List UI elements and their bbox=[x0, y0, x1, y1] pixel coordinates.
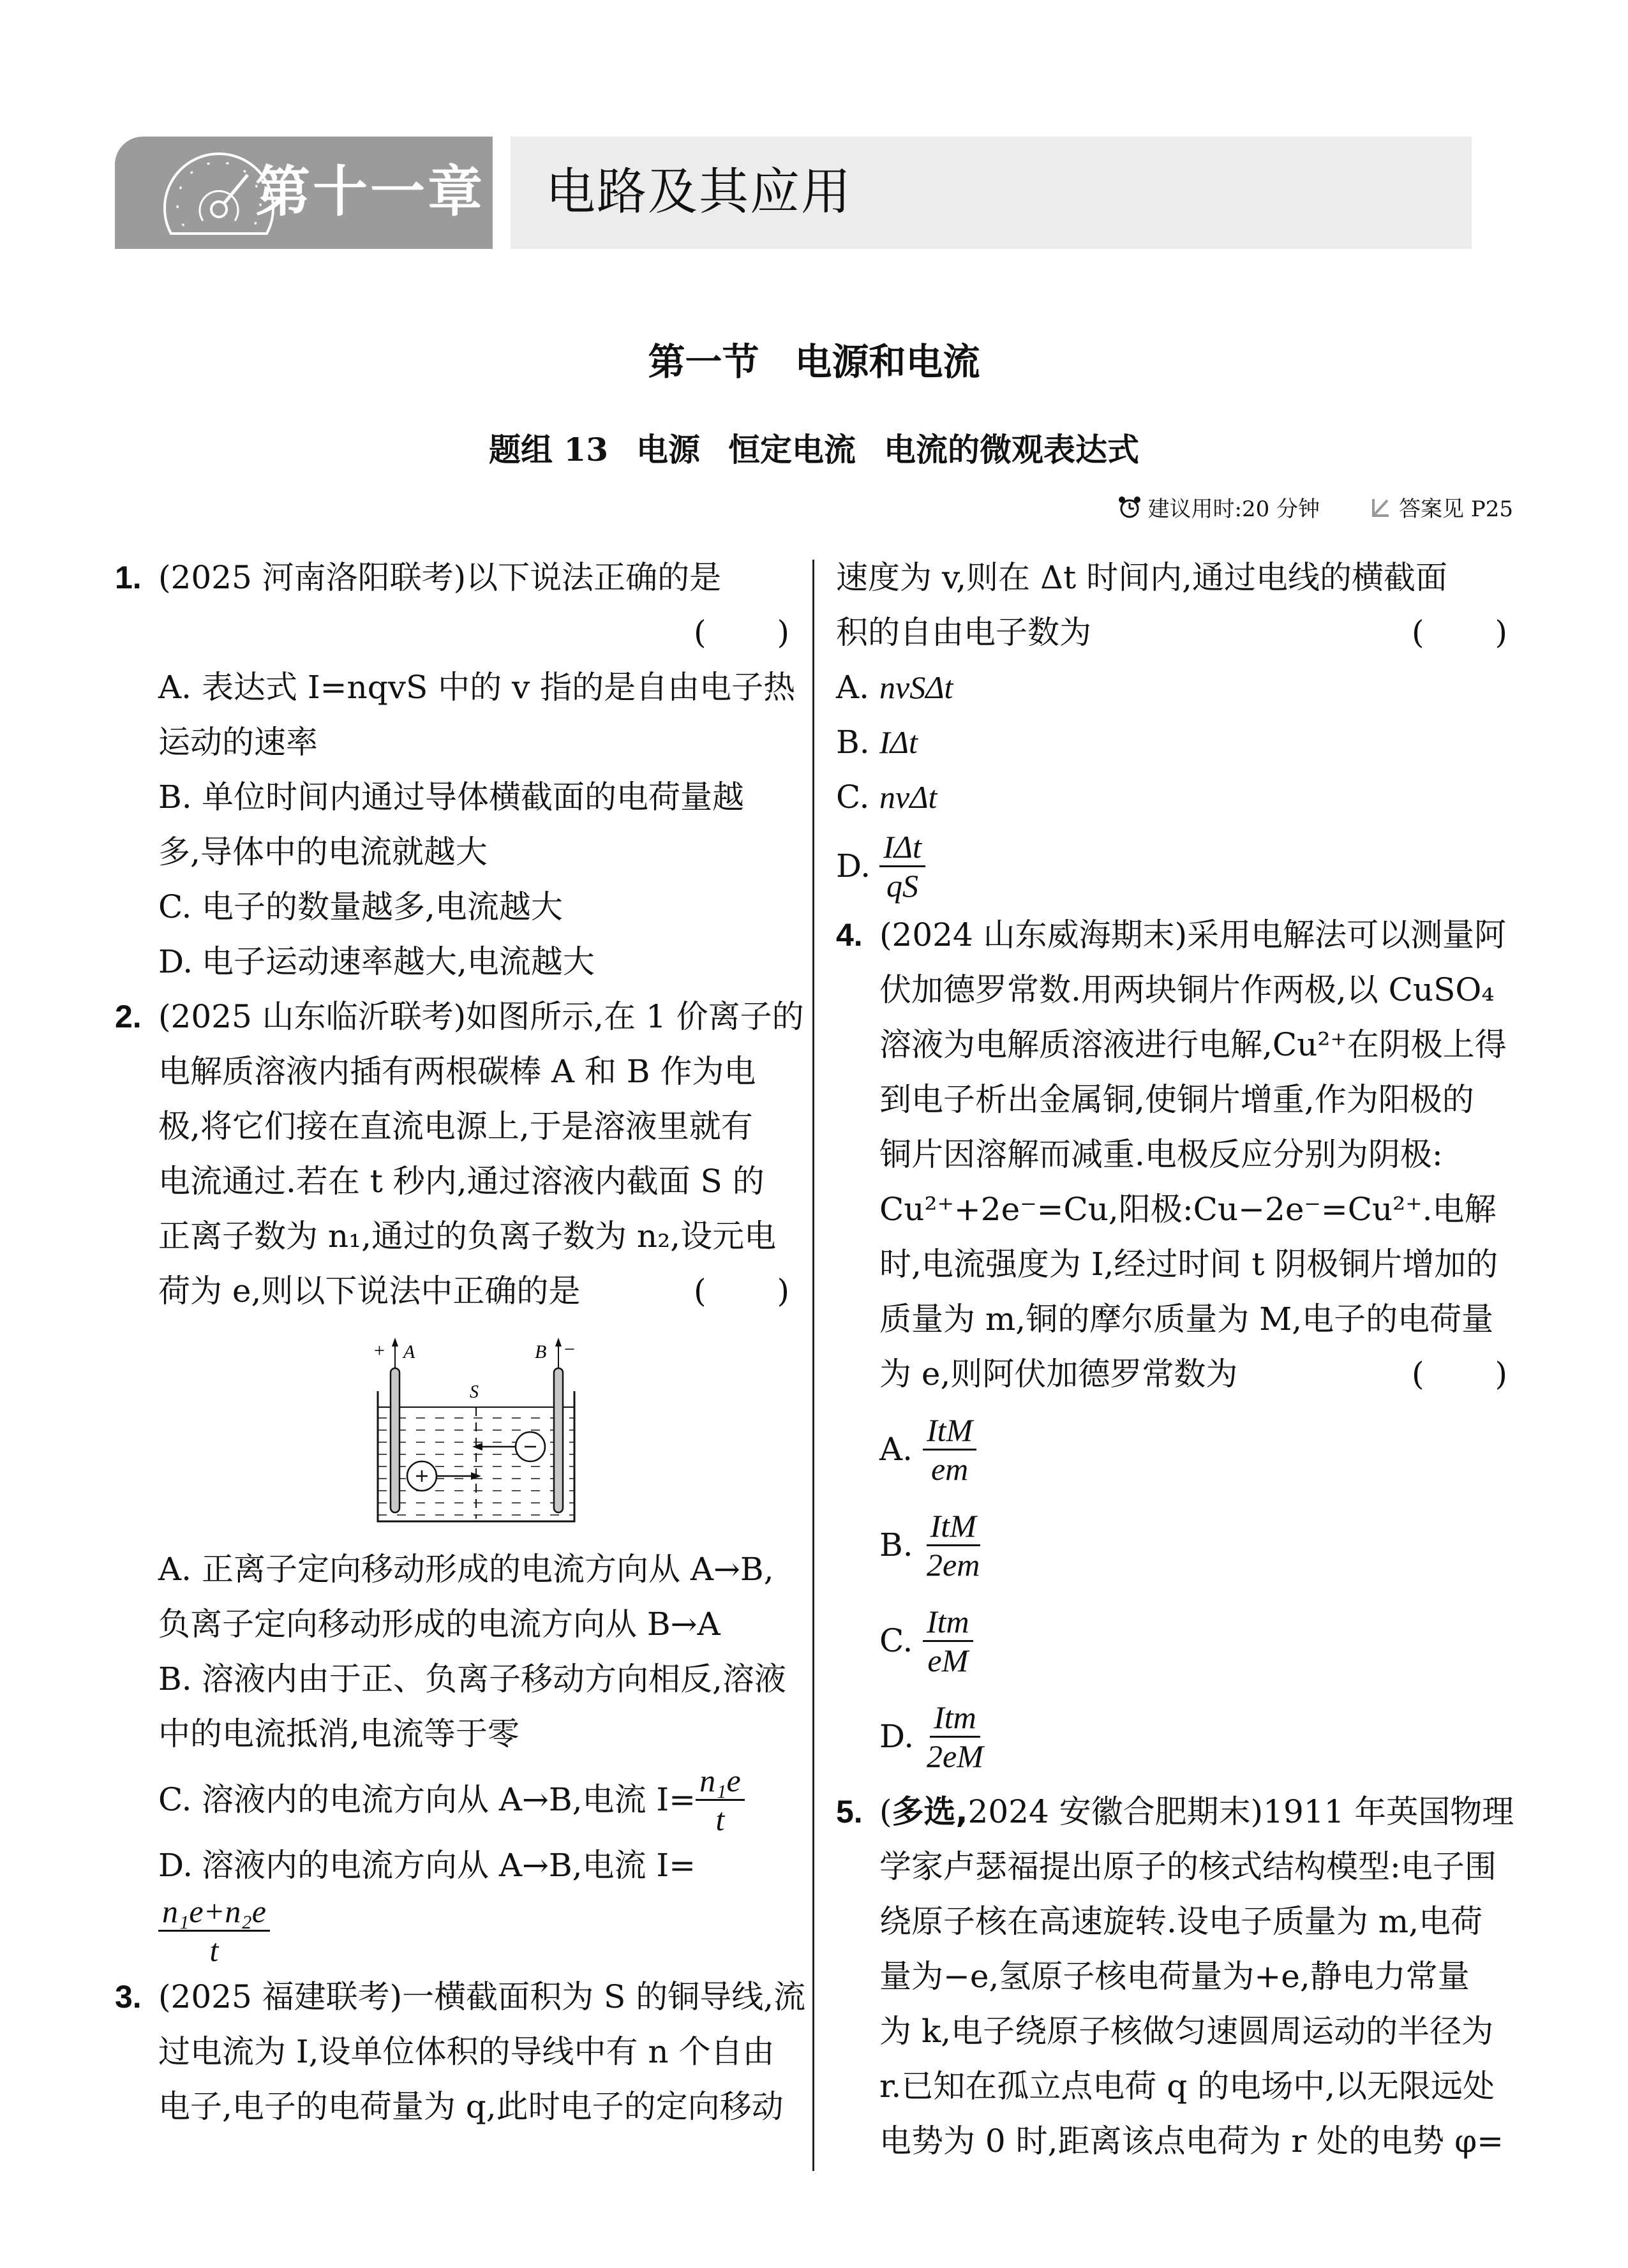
question-stem: 过电流为 I,设单位体积的导线中有 n 个自由 bbox=[158, 2033, 775, 2070]
section-number: 第一节 bbox=[648, 340, 759, 384]
question-3 bbox=[115, 1969, 806, 2134]
label-a: A bbox=[403, 1341, 415, 1362]
fraction-numerator: n₁e+n₂e bbox=[158, 1893, 270, 1932]
label-b: B bbox=[535, 1341, 547, 1362]
column-divider bbox=[812, 560, 814, 2171]
question-stem: (2025 河南洛阳联考)以下说法正确的是 bbox=[158, 559, 722, 596]
fraction bbox=[158, 1893, 270, 1969]
question-stem: 溶液为电解质溶液进行电解,Cu²⁺在阴极上得 bbox=[879, 1026, 1507, 1063]
option-label: A. bbox=[879, 1431, 913, 1468]
option-label: C. bbox=[836, 779, 870, 816]
suggested-time: 建议用时:20 分钟 bbox=[1147, 496, 1320, 522]
question-stem: 铜片因溶解而减重.电极反应分别为阴极: bbox=[879, 1136, 1443, 1173]
paren-open: ( bbox=[879, 1793, 892, 1830]
fraction bbox=[923, 1412, 976, 1488]
fraction-denominator: em bbox=[930, 1451, 969, 1487]
fraction-numerator: ItM bbox=[927, 1507, 980, 1546]
answer-blank[interactable] bbox=[115, 605, 801, 660]
paren-close: ) bbox=[777, 614, 789, 651]
fraction bbox=[923, 1603, 973, 1679]
paren-open: ( bbox=[1412, 1355, 1424, 1392]
option-label: A. bbox=[158, 1551, 192, 1588]
option-text: 正离子定向移动形成的电流方向从 A→B, bbox=[202, 1551, 774, 1588]
option-label: D. bbox=[879, 1718, 915, 1755]
meta-info bbox=[1117, 491, 1513, 523]
option-label: B. bbox=[158, 1660, 192, 1697]
option-text: 表达式 I=nqvS 中的 v 指的是自由电子热 bbox=[202, 669, 796, 706]
fraction-denominator: 2eM bbox=[927, 1738, 983, 1774]
fraction bbox=[923, 1507, 983, 1583]
option-text: 溶液内的电流方向从 A→B,电流 I= bbox=[202, 1847, 696, 1884]
question-stem: 到电子析出金属铜,使铜片增重,作为阳极的 bbox=[879, 1081, 1474, 1118]
paren-open: ( bbox=[1412, 614, 1424, 651]
question-stem: 学家卢瑟福提出原子的核式结构模型:电子围 bbox=[879, 1848, 1497, 1885]
option-c[interactable] bbox=[115, 1761, 801, 1838]
option-b[interactable] bbox=[836, 715, 1519, 770]
option-label: B. bbox=[879, 1526, 913, 1563]
option-text: 溶液内的电流方向从 A→B,电流 I= bbox=[202, 1781, 696, 1818]
question-stem: 电解质溶液内插有两根碳棒 A 和 B 作为电 bbox=[158, 1053, 756, 1090]
answer-blank[interactable] bbox=[1412, 1347, 1507, 1401]
fraction-denominator: qS bbox=[886, 867, 918, 904]
group-label: 题组 13 bbox=[489, 431, 608, 468]
question-number: 2. bbox=[115, 999, 142, 1034]
option-label: C. bbox=[158, 1781, 192, 1818]
option-label: C. bbox=[879, 1622, 913, 1659]
alarm-clock-icon bbox=[1117, 495, 1142, 519]
minus-sign: − bbox=[564, 1339, 575, 1360]
option-c[interactable] bbox=[836, 1593, 1519, 1689]
question-stem: (2024 山东威海期末)采用电解法可以测量阿 bbox=[879, 916, 1507, 953]
option-label: D. bbox=[836, 847, 871, 884]
option-d[interactable] bbox=[836, 1689, 1519, 1784]
option-expression: nvSΔt bbox=[879, 669, 953, 705]
group-topic: 电源 bbox=[636, 431, 700, 468]
question-stem: 绕原子核在高速旋转.设电子质量为 m,电荷 bbox=[879, 1903, 1483, 1940]
question-number: 1. bbox=[115, 560, 142, 595]
question-stem: 电势为 0 时,距离该点电荷为 r 处的电势 φ= bbox=[879, 2123, 1504, 2160]
chapter-title: 电路及其应用 bbox=[546, 163, 853, 221]
question-stem-last bbox=[836, 1347, 1519, 1401]
question-stem: 为 e,则阿伏加德罗常数为 bbox=[879, 1355, 1238, 1392]
question-stem: 量为−e,氢原子核电荷量为+e,静电力常量 bbox=[879, 1958, 1470, 1995]
fraction-numerator: Itm bbox=[930, 1699, 980, 1738]
option-c[interactable] bbox=[115, 879, 801, 934]
option-expression: nvΔt bbox=[879, 779, 937, 815]
group-topic: 恒定电流 bbox=[728, 431, 856, 468]
option-label: A. bbox=[836, 669, 870, 706]
option-a[interactable] bbox=[836, 660, 1519, 715]
multi-select-tag: 多选, bbox=[892, 1793, 968, 1830]
option-d-cont bbox=[115, 1893, 801, 1969]
option-label: D. bbox=[158, 943, 193, 980]
fraction bbox=[923, 1699, 987, 1775]
electrode-b bbox=[554, 1368, 563, 1512]
option-label: B. bbox=[836, 724, 870, 761]
paren-close: ) bbox=[777, 1272, 789, 1309]
group-topic: 电流的微观表达式 bbox=[884, 431, 1139, 468]
section-title bbox=[0, 332, 1628, 385]
question-stem: Cu²⁺+2e⁻=Cu,阳极:Cu−2e⁻=Cu²⁺.电解 bbox=[879, 1191, 1497, 1228]
right-column bbox=[836, 550, 1519, 2168]
option-b[interactable] bbox=[836, 1497, 1519, 1593]
option-c[interactable] bbox=[836, 770, 1519, 824]
option-text: 电子的数量越多,电流越大 bbox=[202, 888, 563, 925]
fraction-denominator: t bbox=[209, 1932, 219, 1968]
fraction-denominator: 2em bbox=[927, 1546, 980, 1583]
question-stem: r.已知在孤立点电荷 q 的电场中,以无限远处 bbox=[879, 2068, 1495, 2105]
option-d[interactable] bbox=[836, 824, 1519, 907]
fraction-numerator: IΔt bbox=[879, 828, 925, 867]
question-stem: 质量为 m,铜的摩尔质量为 M,电子的电荷量 bbox=[879, 1301, 1494, 1338]
plus-sign: + bbox=[374, 1340, 385, 1361]
fraction-denominator: t bbox=[715, 1801, 725, 1837]
option-a-cont: 负离子定向移动形成的电流方向从 B→A bbox=[158, 1606, 721, 1643]
answer-ref: 答案见 P25 bbox=[1399, 496, 1513, 522]
group-title bbox=[0, 424, 1628, 470]
section-name: 电源和电流 bbox=[795, 340, 980, 384]
question-stem: 为 k,电子绕原子核做匀速圆周运动的半径为 bbox=[879, 2013, 1494, 2050]
option-b[interactable] bbox=[115, 1652, 801, 1706]
option-label: D. bbox=[158, 1847, 193, 1884]
answer-blank[interactable] bbox=[1412, 605, 1507, 660]
question-number: 3. bbox=[115, 1979, 142, 2015]
question-stem: (2025 福建联考)一横截面积为 S 的铜导线,流 bbox=[158, 1978, 806, 2015]
question-5 bbox=[836, 1784, 1519, 2168]
option-a[interactable] bbox=[115, 660, 801, 715]
option-b-cont: 中的电流抵消,电流等于零 bbox=[158, 1715, 519, 1752]
option-d[interactable] bbox=[115, 934, 801, 989]
question-1 bbox=[115, 550, 801, 989]
question-stem: 速度为 v,则在 Δt 时间内,通过电线的横截面 bbox=[836, 559, 1447, 596]
option-text: 电子运动速率越大,电流越大 bbox=[202, 943, 595, 980]
question-stem: (2025 山东临沂联考)如图所示,在 1 价离子的 bbox=[158, 998, 804, 1035]
question-number: 5. bbox=[836, 1794, 863, 1830]
arrow-icon bbox=[1371, 496, 1393, 518]
option-text: 溶液内由于正、负离子移动方向相反,溶液 bbox=[202, 1660, 786, 1697]
fraction-numerator: ItM bbox=[923, 1412, 976, 1451]
question-stem: 正离子数为 n₁,通过的负离子数为 n₂,设元电 bbox=[158, 1218, 777, 1255]
question-stem: 电流通过.若在 t 秒内,通过溶液内截面 S 的 bbox=[158, 1163, 765, 1200]
option-expression: IΔt bbox=[879, 724, 918, 760]
option-a-cont: 运动的速率 bbox=[158, 724, 318, 761]
fraction bbox=[696, 1762, 745, 1838]
question-stem: 伏加德罗常数.用两块铜片作两极,以 CuSO₄ bbox=[879, 971, 1495, 1008]
question-stem: 积的自由电子数为 bbox=[836, 614, 1091, 651]
paren-open: ( bbox=[694, 614, 706, 651]
question-stem: 电子,电子的电荷量为 q,此时电子的定向移动 bbox=[158, 2088, 784, 2125]
electrolysis-diagram bbox=[357, 1327, 613, 1551]
chapter-label: 第十一章 bbox=[255, 160, 485, 224]
option-label: C. bbox=[158, 888, 192, 925]
paren-close: ) bbox=[1495, 614, 1507, 651]
question-stem-last bbox=[115, 1264, 801, 1318]
question-stem: 2024 安徽合肥期末)1911 年英国物理 bbox=[967, 1793, 1514, 1830]
fraction-numerator: Itm bbox=[923, 1603, 973, 1642]
option-d[interactable] bbox=[115, 1838, 801, 1893]
option-text: 单位时间内通过导体横截面的电荷量越 bbox=[202, 779, 744, 816]
option-label: A. bbox=[158, 669, 192, 706]
question-stem: 极,将它们接在直流电源上,于是溶液里就有 bbox=[158, 1108, 753, 1145]
paren-close: ) bbox=[1495, 1355, 1507, 1392]
answer-blank[interactable] bbox=[694, 1264, 789, 1318]
option-label: B. bbox=[158, 779, 192, 816]
electrode-a bbox=[391, 1368, 400, 1512]
question-stem: 时,电流强度为 I,经过时间 t 阴极铜片增加的 bbox=[879, 1246, 1498, 1283]
paren-open: ( bbox=[694, 1272, 706, 1309]
question-4 bbox=[836, 907, 1519, 1784]
question-number: 4. bbox=[836, 917, 863, 953]
label-s: S bbox=[470, 1382, 479, 1402]
question-stem: 荷为 e,则以下说法中正确的是 bbox=[158, 1272, 581, 1309]
fraction-denominator: eM bbox=[927, 1642, 969, 1678]
fraction-numerator: n₁e bbox=[696, 1762, 745, 1801]
question-3-cont bbox=[836, 550, 1519, 907]
option-a[interactable] bbox=[836, 1401, 1519, 1497]
option-b-cont: 多,导体中的电流就越大 bbox=[158, 833, 488, 870]
fraction bbox=[879, 828, 925, 904]
option-b[interactable] bbox=[115, 770, 801, 824]
question-stem-last bbox=[836, 605, 1519, 660]
